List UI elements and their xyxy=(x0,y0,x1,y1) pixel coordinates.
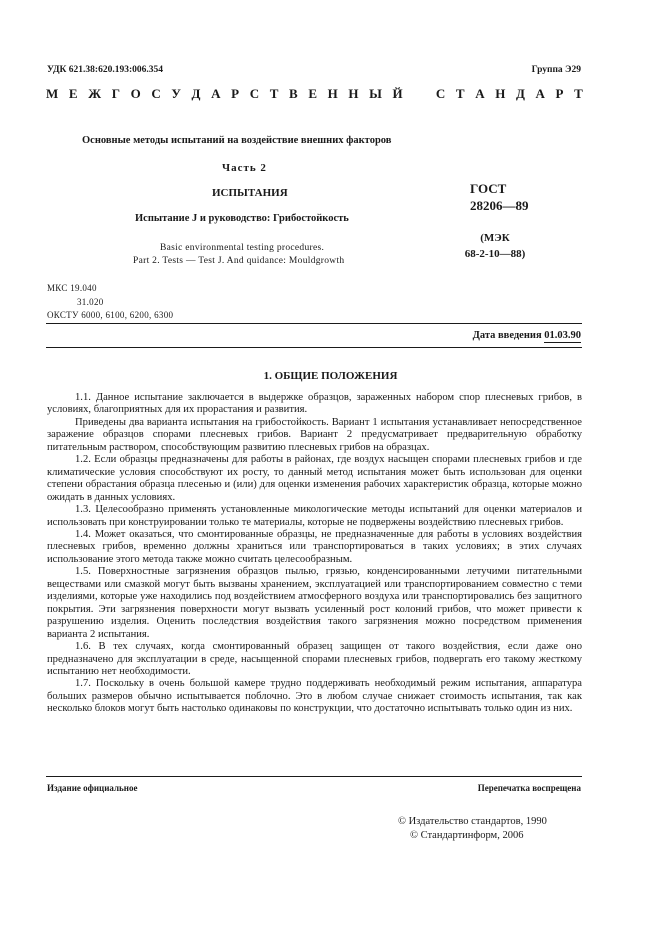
heading-letter: Т xyxy=(269,86,279,101)
heading-letter: Н xyxy=(348,86,359,101)
mks-code: МКС 19.040 xyxy=(47,283,97,293)
paragraph: Приведены два варианта испытания на грибостойкость. Вариант 1 испытания устанавливает непосредственное заражение образцов спорами плесневых грибов. Вариант 2 предусматривает предварительную обработку питательным раствором, способствующим развитию плесневых грибов на образцах. xyxy=(47,416,582,453)
heading-letter: Г xyxy=(111,86,120,101)
heading-letter: А xyxy=(211,86,221,101)
heading-letter: С xyxy=(151,86,161,101)
gost-number: 28206—89 xyxy=(470,198,529,213)
heading-letter: Д xyxy=(515,86,525,101)
test-j-subtitle: Испытание J и руководство: Грибостойкость xyxy=(135,213,349,224)
okstu-code: ОКСТУ 6000, 6100, 6200, 6300 xyxy=(47,310,174,320)
paragraph: 1.7. Поскольку в очень большой камере трудно поддерживать необходимый режим испытания, аппаратура больших размеров обычно испытывается поблочно. Это в любом случае снижает стоимость испытания, так как несколько блоков могут быть настолько одинаковы по конструкции, что достаточно испытывать только один из них. xyxy=(47,678,582,715)
intro-date-label: Дата введения xyxy=(472,330,542,341)
document-title: Основные методы испытаний на воздействие внешних факторов xyxy=(82,135,392,146)
gost-label: ГОСТ xyxy=(470,181,507,196)
english-title-line-2: Part 2. Tests — Test J. And quidance: Mouldgrowth xyxy=(133,256,345,266)
iec-designation xyxy=(455,230,535,262)
intro-date-value: 01.03.90 xyxy=(544,330,581,341)
classification-codes xyxy=(47,282,173,323)
heading-letter: С xyxy=(435,86,446,101)
section-heading: 1. ОБЩИЕ ПОЛОЖЕНИЯ xyxy=(263,370,398,382)
body-text xyxy=(47,392,582,716)
paragraph: 1.6. В тех случаях, когда смонтированный образец защищен от такого воздействия, если даже оно предназначено для эксплуатации в среде, насыщенной спорами плесневых грибов, подвергать его такому жесткому испытанию нет необходимости. xyxy=(47,641,582,677)
heading-letter: А xyxy=(535,86,545,101)
udk-code: УДК 621.38:620.193:006.354 xyxy=(47,65,164,75)
heading-letter: Т xyxy=(574,86,583,101)
divider-footer xyxy=(46,776,582,777)
heading-letter: Т xyxy=(455,86,465,101)
paragraph: 1.4. Может оказаться, что смонтированные образцы, не предназначенные для работы в условиях воздействия плесневых грибов, временно должны храниться или транспортироваться в таких условиях; в этих случаях использование этого метода также можно считать целесообразным. xyxy=(47,528,582,565)
heading-letter: Н xyxy=(327,86,338,101)
official-edition-label: Издание официальное xyxy=(47,783,138,793)
heading-letter: Е xyxy=(308,86,317,101)
heading-letter: Ж xyxy=(88,86,102,101)
heading-letter: Р xyxy=(231,86,240,101)
heading-letter: О xyxy=(130,86,141,101)
heading-letter: В xyxy=(289,86,298,101)
english-title-line-1: Basic environmental testing procedures. xyxy=(160,243,325,253)
heading-letter: Й xyxy=(392,86,403,101)
paragraph: 1.5. Поверхностные загрязнения образцов пылью, грязью, конденсированными летучими питательными веществами или смазкой могут быть вызваны хранением, эксплуатацией или транспортированием совместно с теми изделиями, которые уже находились под воздействием атмосферного воздуха или транспортировались без защитного покрытия. Эти загрязнения поверхности могут вызвать усиленный рост колоний грибов, что может привести к разрушению изделия. Оценить последствия воздействия такого загрязнения можно посредством применения варианта 2 испытания. xyxy=(47,566,582,640)
paragraph: 1.3. Целесообразно применять установленные микологические методы испытаний для оценки материалов и использовать при конструировании только те материалы, которые не подвержены воздействию плесневых грибов. xyxy=(47,504,582,528)
paragraph: 1.1. Данное испытание заключается в выдержке образцов, зараженных набором спор плесневых грибов, в условиях, благоприятных для их прорастания и развития. xyxy=(47,392,582,416)
heading-letter: М xyxy=(46,86,59,101)
gost-designation xyxy=(470,180,529,214)
iec-label: (МЭК xyxy=(480,232,510,244)
heading-letter: Р xyxy=(555,86,564,101)
heading-letter: Ы xyxy=(369,86,382,101)
heading-letter: Е xyxy=(68,86,78,101)
heading-letter: Д xyxy=(191,86,201,101)
paragraph: 1.2. Если образцы предназначены для работы в районах, где воздух насыщен спорами плесневых грибов и где климатические условия способствуют их росту, то данный метод испытания может быть использован для оценки степени обрастания образца плесенью и (или) для оценки изменения рабочих характеристик образца, которые можно ожидать в данных условиях. xyxy=(47,454,582,503)
copyright-2006: © Стандартинформ, 2006 xyxy=(410,830,524,841)
heading-letter: С xyxy=(249,86,260,101)
divider-top xyxy=(46,323,582,324)
part-label: Часть 2 xyxy=(222,162,267,174)
heading-letter: У xyxy=(171,86,181,101)
intro-date xyxy=(473,330,581,341)
reprint-prohibited-label: Перепечатка воспрещена xyxy=(477,783,581,793)
mks-code-2: 31.020 xyxy=(77,296,104,307)
divider-date xyxy=(46,347,582,348)
interstate-standard-heading xyxy=(46,86,583,102)
word-gap xyxy=(413,86,425,102)
iec-number: 68-2-10—88) xyxy=(464,248,526,260)
group-code: Группа Э29 xyxy=(531,65,581,75)
tests-heading: ИСПЫТАНИЯ xyxy=(212,187,288,199)
copyright-1990: © Издательство стандартов, 1990 xyxy=(398,816,547,827)
heading-letter: Н xyxy=(495,86,506,101)
heading-letter: А xyxy=(475,86,485,101)
